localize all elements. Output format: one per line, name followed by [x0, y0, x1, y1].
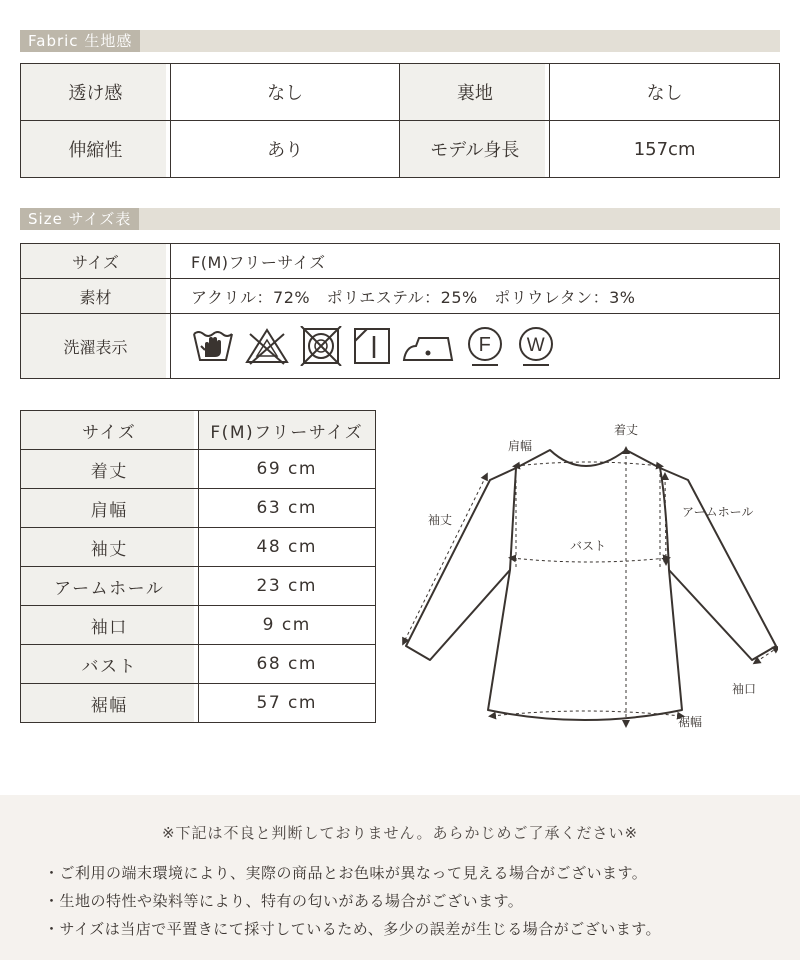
model-height-value: 157cm	[550, 121, 780, 178]
care-icons	[191, 325, 779, 367]
bust-value: 68 cm	[198, 645, 376, 684]
hem-value: 57 cm	[198, 684, 376, 723]
size-section-title: Size サイズ表	[20, 208, 139, 230]
armhole-diagram-label: アームホール	[682, 505, 754, 519]
iron-icon	[401, 326, 455, 366]
size-label: サイズ	[21, 244, 171, 279]
length-diagram-label: 着丈	[613, 423, 639, 437]
cuff-label: 袖口	[21, 606, 199, 645]
svg-text:W: W	[526, 335, 546, 356]
bust-diagram-label: バスト	[569, 539, 607, 553]
size-value: F(M)フリーサイズ	[171, 244, 780, 279]
size-table	[20, 410, 376, 723]
table-row	[21, 489, 376, 528]
hem-label: 裾幅	[21, 684, 199, 723]
list-item: ・ご利用の端末環境により、実際の商品とお色味が異なって見える場合がございます。	[44, 864, 648, 882]
right-sleeve	[660, 468, 776, 660]
sleeve-measure-line	[404, 476, 486, 642]
lining-label: 裏地	[400, 64, 550, 121]
table-row	[21, 567, 376, 606]
material-label: 素材	[21, 279, 171, 314]
hand-wash-icon	[191, 326, 235, 366]
length-label: 着丈	[21, 450, 199, 489]
fabric-row	[21, 64, 780, 121]
fabric-section-bar	[20, 30, 780, 52]
care-icons-cell	[171, 314, 780, 379]
sleeve-value: 48 cm	[198, 528, 376, 567]
size-info-table	[20, 243, 780, 379]
bust-measure-line	[512, 558, 667, 562]
shoulder-label: 肩幅	[21, 489, 199, 528]
size-info-row	[21, 314, 780, 379]
list-item: ・サイズは当店で平置きにて採寸しているため、多少の誤差が生じる場合がございます。	[44, 920, 662, 938]
sleeve-label: 袖丈	[21, 528, 199, 567]
table-row	[21, 606, 376, 645]
shoulder-value: 63 cm	[198, 489, 376, 528]
notice-list	[44, 859, 661, 943]
garment-outline	[488, 450, 682, 720]
garment-measurement-diagram	[398, 410, 778, 740]
shoulder-diagram-label: 肩幅	[507, 439, 533, 453]
no-tumble-dry-icon	[299, 326, 343, 366]
list-item: ・生地の特性や染料等により、特有の匂いがある場合がございます。	[44, 892, 524, 910]
stretch-value: あり	[170, 121, 400, 178]
care-label: 洗濯表示	[21, 314, 171, 379]
table-row	[21, 645, 376, 684]
line-dry-shade-icon	[352, 326, 392, 366]
size-section-bar	[20, 208, 780, 230]
size-header-label: サイズ	[21, 411, 199, 450]
material-value: アクリル：72% ポリエステル：25% ポリウレタン：3%	[171, 279, 780, 314]
size-table-header	[21, 411, 376, 450]
sheerness-label: 透け感	[21, 64, 171, 121]
table-row	[21, 450, 376, 489]
armhole-measure-line	[665, 476, 666, 562]
wet-clean-w-icon	[515, 325, 557, 367]
notice-title: ※下記は不良と判断しておりません。あらかじめご了承ください※	[161, 824, 639, 842]
length-value: 69 cm	[198, 450, 376, 489]
armhole-value: 23 cm	[198, 567, 376, 606]
armhole-label: アームホール	[21, 567, 199, 606]
sleeve-diagram-label: 袖丈	[427, 513, 453, 527]
fabric-section-title: Fabric 生地感	[20, 30, 140, 52]
stretch-label: 伸縮性	[21, 121, 171, 178]
cuff-diagram-label: 袖口	[732, 682, 757, 696]
lining-value: なし	[550, 64, 780, 121]
dry-clean-f-icon	[464, 325, 506, 367]
size-header-value: F(M)フリーサイズ	[198, 411, 376, 450]
svg-text:F: F	[478, 334, 492, 356]
sheerness-value: なし	[170, 64, 400, 121]
hem-diagram-label: 裾幅	[678, 715, 703, 729]
size-info-row	[21, 279, 780, 314]
notice-panel	[0, 795, 800, 960]
fabric-table	[20, 63, 780, 178]
cuff-value: 9 cm	[198, 606, 376, 645]
fabric-row	[21, 121, 780, 178]
bust-label: バスト	[21, 645, 199, 684]
model-height-label: モデル身長	[400, 121, 550, 178]
size-info-row	[21, 244, 780, 279]
table-row	[21, 528, 376, 567]
no-bleach-icon	[244, 326, 290, 366]
table-row	[21, 684, 376, 723]
